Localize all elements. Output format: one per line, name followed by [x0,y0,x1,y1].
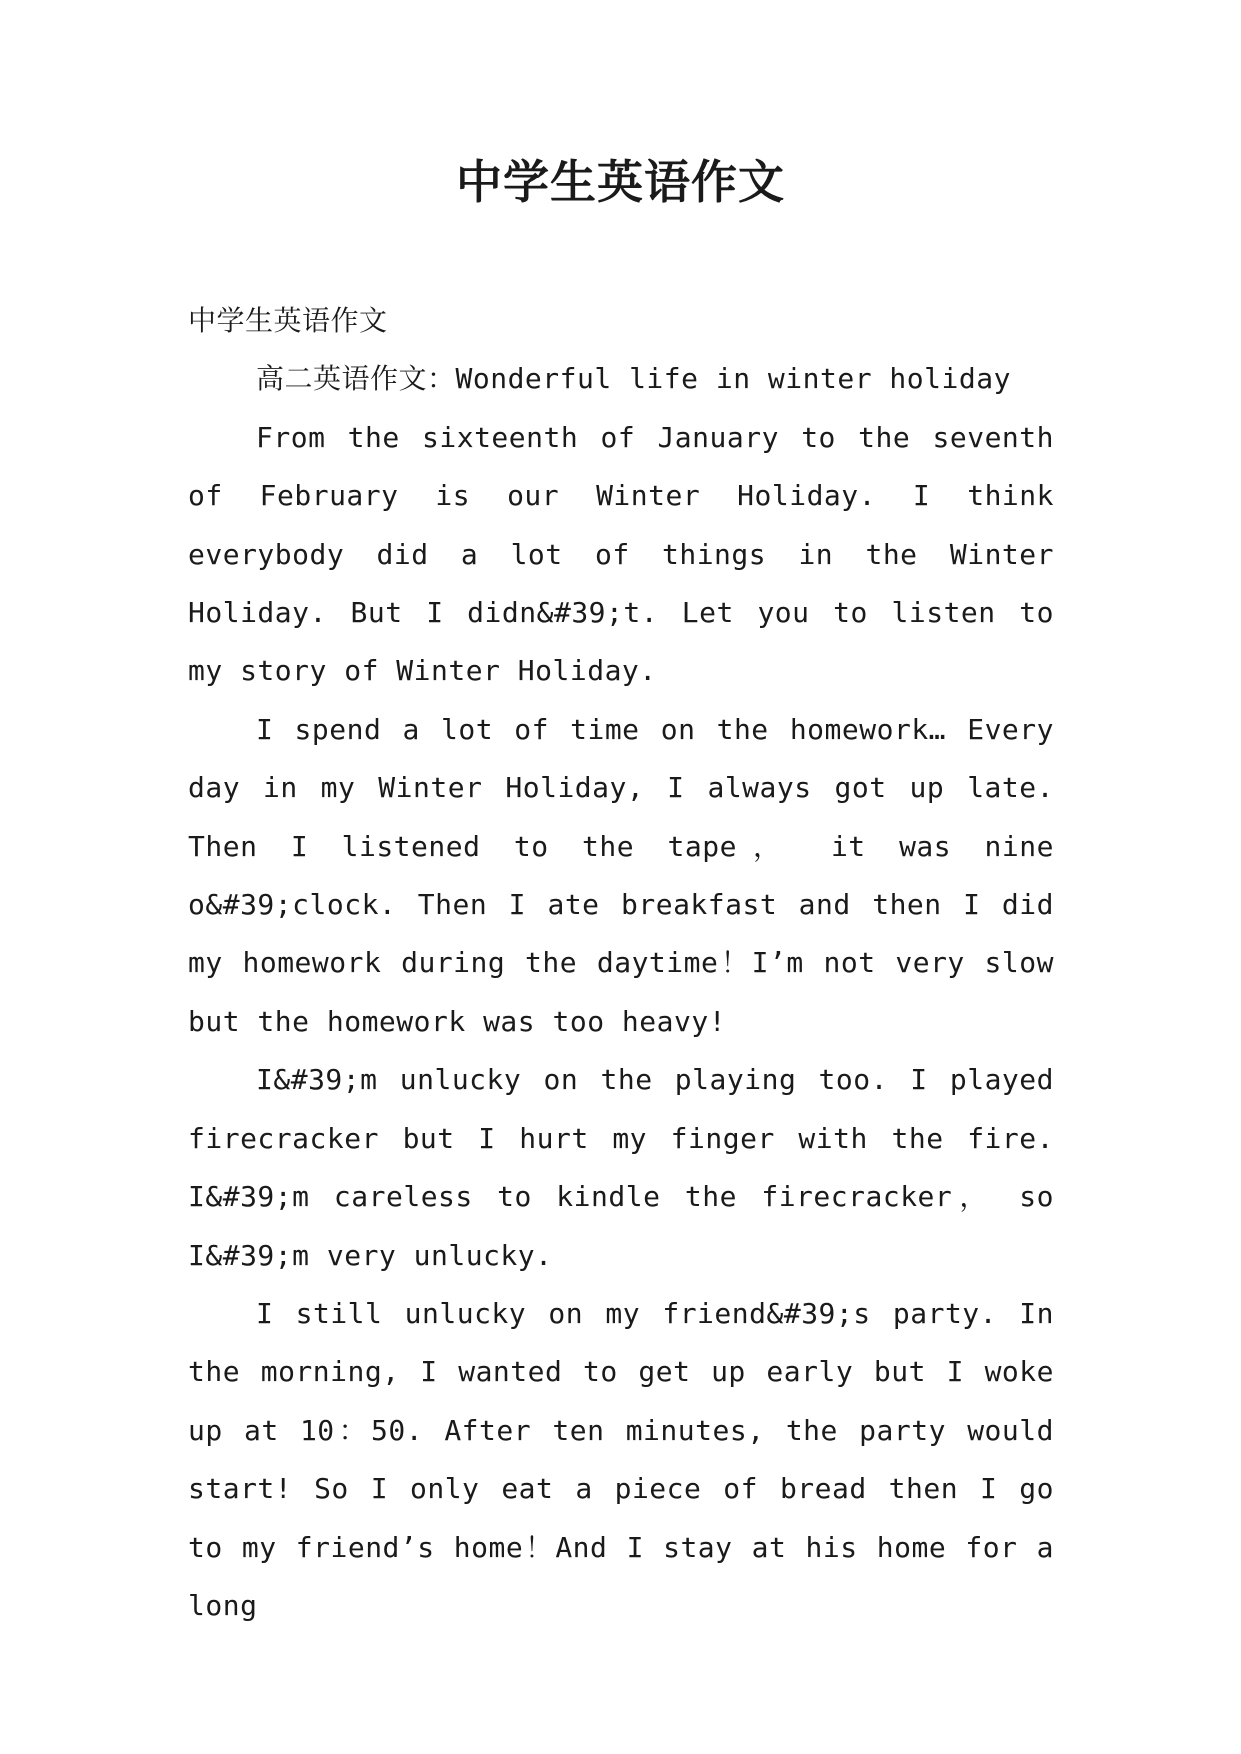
subtitle-paragraph: 中学生英语作文 [188,304,388,337]
paragraph-party: I still unlucky on my friend&#39;s party. In the morning, I wanted to get up early but I woke up at 10：50. After ten minutes, the party would start! So I only eat a piece of bread then I go to my friend’s home！And I stay at his home for a long [188,1296,1054,1622]
document-title: 中学生英语作文 [456,155,785,209]
paragraph-intro: From the sixteenth of January to the seventh of February is our Winter Holiday. I think everybody did a lot of things in the Winter Holiday. But I didn&#39;t. Let you to listen to my story of Winter Holiday. [188,420,1054,688]
essay-heading: 高二英语作文：Wonderful life in winter holiday [256,362,1011,396]
document-body [188,292,1054,1635]
paragraph-firecracker: I&#39;m unlucky on the playing too. I played firecracker but I hurt my finger with the fire. I&#39;m careless to kindle the firecracker， so I&#39;m very unlucky. [188,1063,1054,1272]
paragraph-homework: I spend a lot of time on the homework… Every day in my Winter Holiday, I always got up late. Then I listened to the tape， it was nine o&#39;clock. Then I ate breakfast and then I did my homework during the daytime！I’m not very slow but the homework was too heavy! [188,712,1054,1038]
